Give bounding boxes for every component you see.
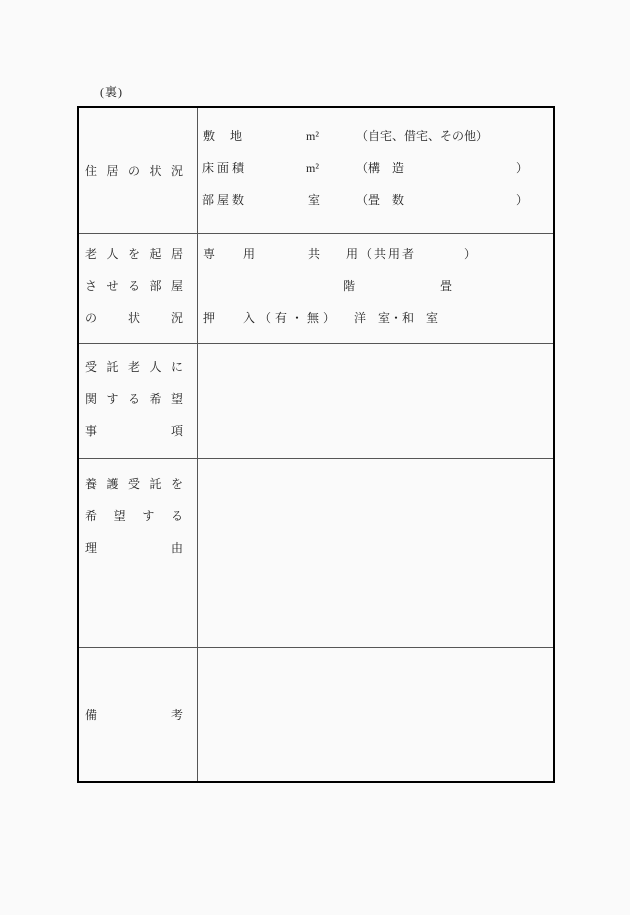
page-side-label: (裏): [100, 85, 123, 99]
label-line: の状況: [85, 311, 183, 325]
line-room-count: [198, 184, 553, 216]
option-exclusive-1: 専: [203, 247, 216, 261]
line-exclusive-shared: [198, 238, 553, 270]
row-label-housing-situation: [79, 108, 198, 233]
row-reason-for-wishing-care: [79, 459, 553, 648]
option-shared-users-label: 用（共用者: [346, 247, 417, 261]
label-line: させる部屋: [85, 279, 183, 293]
row-content-housing-situation: [198, 108, 553, 233]
closing-paren: ）: [516, 193, 529, 207]
row-content-wishes-blank: [198, 344, 553, 458]
row-room-for-elderly: [79, 234, 553, 344]
row-remarks: [79, 648, 553, 781]
field-floor-area-label: 床 面 積: [202, 161, 245, 175]
field-tatami-count-label: （畳 数: [356, 193, 405, 207]
row-label-remarks: [79, 648, 198, 781]
label-line: 備考: [85, 707, 183, 722]
unit-square-meters: m²: [306, 129, 319, 143]
row-label-wishes: [79, 344, 198, 458]
row-content-room-for-elderly: [198, 234, 553, 343]
line-closet-room-type: [198, 302, 553, 334]
row-content-remarks-blank: [198, 648, 553, 781]
label-line: 養護受託を: [85, 477, 183, 491]
unit-tatami: 畳: [440, 279, 453, 293]
field-closet-yes-no: 入（有・無）: [243, 311, 340, 325]
field-closet-1: 押: [203, 311, 216, 325]
line-floor-tatami: [198, 270, 553, 302]
field-structure-label: （構 造: [356, 161, 405, 175]
option-exclusive-2: 用: [243, 247, 256, 261]
option-shared-1: 共: [308, 247, 321, 261]
label-line: 受託老人に: [85, 360, 183, 374]
label-line: 関する希望: [85, 392, 183, 406]
row-wishes-about-entrusted-elderly: [79, 344, 553, 459]
line-floor-area: [198, 152, 553, 184]
label-line: 理由: [85, 541, 183, 555]
options-home-rented-other: （自宅、借宅、その他）: [356, 129, 489, 143]
unit-square-meters: m²: [306, 161, 319, 175]
unit-floor-level: 階: [343, 279, 356, 293]
field-site-area-label: 敷 地: [203, 129, 243, 143]
closing-paren: ）: [516, 161, 529, 175]
unit-rooms: 室: [308, 193, 321, 207]
label-line: 老人を起居: [85, 247, 183, 261]
row-housing-situation: [79, 108, 553, 234]
closing-paren: ）: [464, 247, 477, 261]
row-content-reason-blank: [198, 459, 553, 647]
form-table: [77, 106, 555, 783]
option-western-japanese-room: 洋 室・和 室: [354, 311, 439, 325]
label-line: 事項: [85, 424, 183, 438]
row-label-reason: [79, 459, 198, 647]
row-label-room-for-elderly: [79, 234, 198, 343]
label-line: 住居の状況: [85, 163, 183, 178]
field-room-count-label: 部 屋 数: [202, 193, 245, 207]
label-line: 希望する: [85, 509, 183, 523]
line-site-area: [198, 120, 553, 152]
